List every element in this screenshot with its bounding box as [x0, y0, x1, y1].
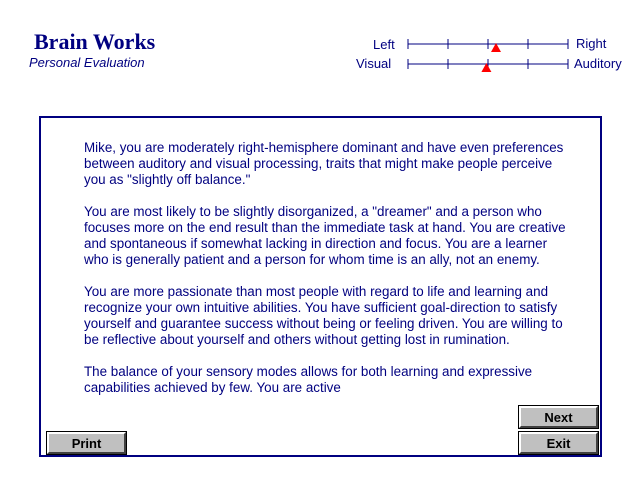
app-subtitle: Personal Evaluation: [29, 55, 145, 70]
scale-auditory-label: Auditory: [574, 56, 622, 71]
scale-left-label: Left: [373, 37, 395, 52]
app-title: Brain Works: [34, 29, 156, 54]
evaluation-paragraph: The balance of your sensory modes allows for both learning and expressive capabilities achieved by few. You are active: [84, 364, 533, 395]
evaluation-paragraph: You are most likely to be slightly disorganized, a "dreamer" and a person who focuses more on the end result than the immediate task at hand. You are creative and spontaneous if somewhat lacking in direction and focus. You are a learner who is generally patient and a person for whom time is an ally, not an enemy.: [84, 204, 566, 267]
evaluation-paragraph: You are more passionate than most people with regard to life and learning and recognize your own intuitive abilities. You have sufficient goal-direction to satisfy yourself and guarantee success without being or feeling driven. You are willing to be reflective about yourself and others without getting lost in rumination.: [84, 284, 563, 347]
evaluation-paragraph: Mike, you are moderately right-hemisphere dominant and have even preferences between auditory and visual processing, traits that might make people perceive you as "slightly off balance.": [84, 140, 564, 187]
exit-button[interactable]: Exit: [519, 432, 598, 454]
scale-right-label: Right: [576, 36, 607, 51]
next-button[interactable]: Next: [519, 406, 598, 428]
hemisphere-scale: [408, 39, 568, 52]
sensory-scale: [408, 59, 568, 72]
evaluation-text[interactable]: [84, 140, 574, 427]
print-button[interactable]: Print: [47, 432, 126, 454]
scale-visual-label: Visual: [356, 56, 392, 71]
dominance-scales: [400, 34, 576, 78]
